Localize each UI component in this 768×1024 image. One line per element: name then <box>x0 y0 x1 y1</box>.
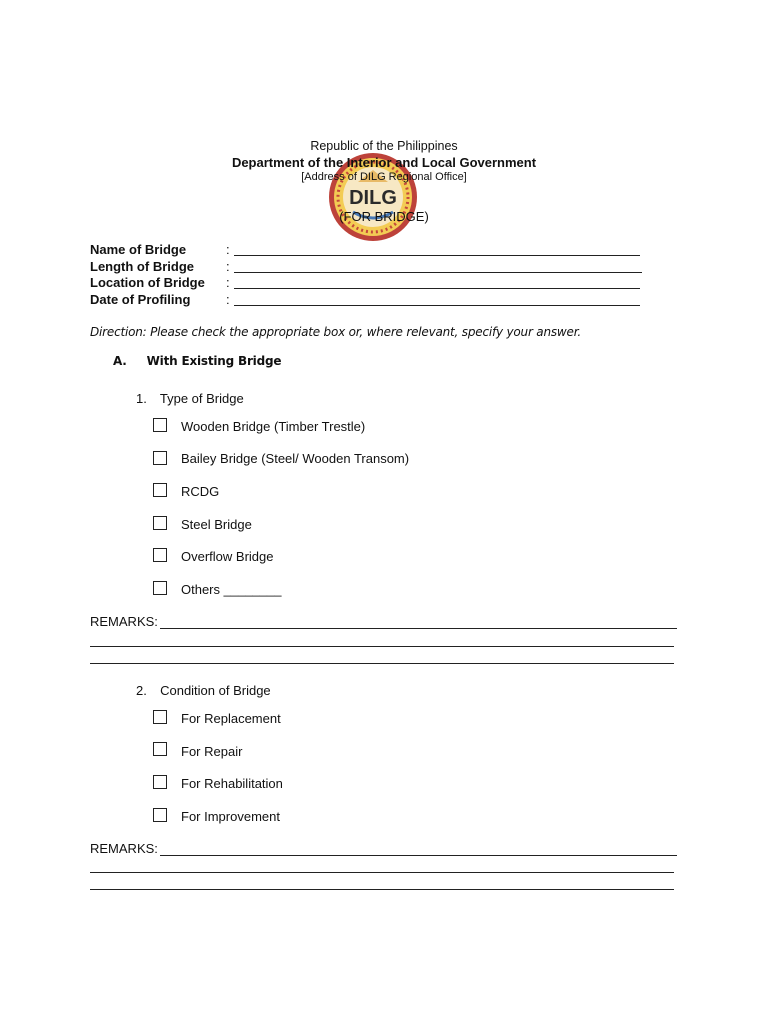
field-line-name[interactable] <box>234 255 640 256</box>
option-label: For Repair <box>181 744 243 759</box>
field-colon: : <box>226 275 230 290</box>
question-title: Condition of Bridge <box>160 683 271 698</box>
field-label-date: Date of Profiling <box>90 292 191 307</box>
checkbox-bailey-bridge[interactable] <box>153 451 167 465</box>
field-line-date[interactable] <box>234 305 640 306</box>
section-a-heading <box>113 354 281 368</box>
remarks-line[interactable] <box>90 889 674 890</box>
option-label: For Improvement <box>181 809 280 824</box>
field-label-length: Length of Bridge <box>90 259 194 274</box>
option-label: Bailey Bridge (Steel/ Wooden Transom) <box>181 451 410 466</box>
question-1-title <box>136 391 244 406</box>
section-a-label: A. <box>113 354 127 368</box>
option-label: Wooden Bridge (Timber Trestle) <box>181 419 366 434</box>
remarks-line[interactable] <box>90 872 674 873</box>
header-subtitle: (FOR BRIDGE) <box>339 209 429 224</box>
option-label: Steel Bridge <box>181 517 252 532</box>
remarks-line[interactable] <box>160 628 677 629</box>
option-label: For Rehabilitation <box>181 776 283 791</box>
remarks-line[interactable] <box>160 855 677 856</box>
seal-text: DILG <box>349 187 397 209</box>
question-2-title <box>136 683 271 698</box>
remarks-line[interactable] <box>90 663 674 664</box>
field-line-location[interactable] <box>234 288 640 289</box>
direction-text: Direction: Please check the appropriate box or, where relevant, specify your answer. <box>90 325 581 339</box>
section-a-title: With Existing Bridge <box>146 354 282 368</box>
checkbox-replacement[interactable] <box>153 710 167 724</box>
header-department: Department of the Interior and Local Government <box>231 155 537 170</box>
header-address: [Address of DILG Regional Office] <box>301 171 467 183</box>
checkbox-steel-bridge[interactable] <box>153 516 167 530</box>
checkbox-others[interactable] <box>153 581 167 595</box>
checkbox-rehabilitation[interactable] <box>153 775 167 789</box>
field-colon: : <box>226 242 230 257</box>
checkbox-repair[interactable] <box>153 742 167 756</box>
field-label-location: Location of Bridge <box>90 275 205 290</box>
checkbox-improvement[interactable] <box>153 808 167 822</box>
checkbox-rcdg[interactable] <box>153 483 167 497</box>
remarks-line[interactable] <box>90 646 674 647</box>
option-label: For Replacement <box>181 711 281 726</box>
field-colon: : <box>226 259 230 274</box>
field-line-length[interactable] <box>234 272 642 273</box>
question-number: 1. <box>136 391 147 406</box>
option-label: Others ________ <box>181 582 282 597</box>
option-label: Overflow Bridge <box>181 549 274 564</box>
checkbox-overflow-bridge[interactable] <box>153 548 167 562</box>
field-label-name: Name of Bridge <box>90 242 187 257</box>
remarks-label: REMARKS: <box>90 841 158 856</box>
option-label: RCDG <box>181 484 220 499</box>
header-republic: Republic of the Philippines <box>310 139 458 153</box>
remarks-label: REMARKS: <box>90 614 158 629</box>
field-colon: : <box>226 292 230 307</box>
checkbox-wooden-bridge[interactable] <box>153 418 167 432</box>
question-title: Type of Bridge <box>159 391 244 406</box>
question-number: 2. <box>136 683 147 698</box>
